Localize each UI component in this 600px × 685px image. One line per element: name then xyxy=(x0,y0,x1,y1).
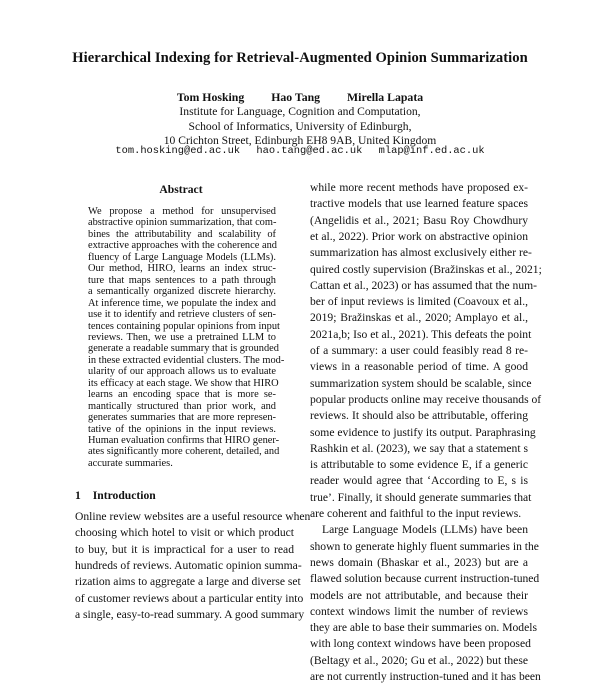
email-address: tom.hosking@ed.ac.uk xyxy=(115,145,241,157)
text-line: Online review websites are a useful resource when xyxy=(75,510,311,523)
text-line: ber of input reviews is limited (Coavoux et al., xyxy=(310,295,528,309)
email-address: hao.tang@ed.ac.uk xyxy=(256,145,363,157)
text-line: fluency of Large Language Models (LLMs). xyxy=(88,251,276,263)
email-address: mlap@inf.ed.ac.uk xyxy=(378,145,485,157)
text-line: Cattan et al., 2023) or has assumed that the num- xyxy=(310,278,537,292)
text-line: reviews. It should also be attributable, offering xyxy=(310,409,528,423)
paper-title: Hierarchical Indexing for Retrieval-Augmented Opinion Summarization xyxy=(72,50,528,66)
text-line: are coherent and faithful to the input reviews. xyxy=(310,507,522,520)
text-line: a single, easy-to-read summary. A good summary xyxy=(75,607,305,621)
text-line: quired costly supervision (Bražinskas et al., 2021; xyxy=(310,262,542,276)
text-line: reviews. Then, we use a pretrained LLM to xyxy=(88,331,276,343)
text-line: a semantically organized discrete hierarchy. xyxy=(88,286,276,298)
text-line: context windows limit the number of reviews xyxy=(310,604,528,618)
author-name: Hao Tang xyxy=(271,90,321,104)
text-line: its efficacy at each stage. We show that HIRO xyxy=(88,377,279,389)
text-line: reader would agree that ‘According to E, s is xyxy=(310,474,528,488)
text-line: et al., 2022). Prior work on abstractive opinion xyxy=(310,229,528,243)
text-line: (Beltagy et al., 2020; Gu et al., 2022) but these xyxy=(310,653,528,667)
text-line: some evidence to justify its output. Paraphrasing xyxy=(310,425,536,439)
text-line: ularity of our approach allows us to evaluate xyxy=(88,366,276,378)
abstract-heading: Abstract xyxy=(159,183,203,196)
text-line: models are not attributable, and because their xyxy=(310,588,528,602)
text-line: extractive approaches with the coherence and xyxy=(88,240,277,252)
text-line: choosing which hotel to visit or which product xyxy=(75,526,294,540)
text-line: views in a reasonable period of time. A good xyxy=(310,360,528,374)
affiliation-line: Institute for Language, Cognition and Computation, xyxy=(179,105,421,118)
text-line: 2021a,b; Iso et al., 2021). This defeats the point xyxy=(310,327,532,341)
section-number: 1 xyxy=(75,489,81,502)
text-line: with long context windows have been proposed xyxy=(310,637,531,651)
text-line: use it to identify and retrieve clusters of sen- xyxy=(88,309,276,321)
text-line: hundreds of reviews. Automatic opinion summa- xyxy=(75,558,302,572)
text-line: Rashkin et al. (2023), we say that a statement s xyxy=(310,441,528,455)
text-line: while more recent methods have proposed ex- xyxy=(310,181,528,194)
text-line: mantically structured than prior work, and xyxy=(88,400,276,412)
section-title: Introduction xyxy=(92,489,156,502)
section-heading xyxy=(75,489,156,502)
text-line: rization aims to aggregate a large and diverse set xyxy=(75,575,301,589)
text-line: We propose a method for unsupervised xyxy=(88,206,276,217)
author-list xyxy=(0,90,600,105)
text-line: bines the attributability and scalability of xyxy=(88,228,276,240)
text-line: Human evaluation confirms that HIRO gener- xyxy=(88,435,280,446)
text-line: they are able to base their summaries on. Models xyxy=(310,621,537,635)
text-line: shown to generate highly fluent summaries in the xyxy=(310,539,539,553)
text-line: of a summary: a user could feasibly read 8 re- xyxy=(310,344,528,357)
text-line: of customer reviews about a particular entity into xyxy=(75,591,304,605)
text-line: ates significantly more coherent, detailed, and xyxy=(88,446,280,458)
text-line: summarization system should be scalable, since xyxy=(310,376,532,390)
text-line: (Angelidis et al., 2021; Basu Roy Chowdhury xyxy=(310,213,528,227)
text-line: ture that maps sentences to a path through xyxy=(88,274,276,286)
text-line: generates summaries that are more represen- xyxy=(88,412,276,424)
text-line: news domain (Bhaskar et al., 2023) but are a xyxy=(310,555,528,569)
affiliation-line: 10 Crichton Street, Edinburgh EH8 9AB, United Kingdom xyxy=(163,134,437,147)
text-line: learns an encoding space that is more se- xyxy=(88,389,276,401)
text-line: is attributable to some evidence E, if a generic xyxy=(310,458,528,472)
text-line: 2019; Bražinskas et al., 2020; Amplayo et al., xyxy=(310,311,528,325)
text-line: Our method, HIRO, learns an index struc- xyxy=(88,263,276,275)
author-name: Tom Hosking xyxy=(176,90,245,104)
email-list xyxy=(0,145,600,157)
text-line: in these extracted evidential clusters. The mod- xyxy=(88,354,285,366)
text-line: At inference time, we populate the index and xyxy=(88,297,276,309)
text-line: Large Language Models (LLMs) have been xyxy=(322,523,528,537)
text-line: to buy, but it is impractical for a user to read xyxy=(75,542,294,556)
text-line: accurate summaries. xyxy=(88,457,173,469)
text-line: tences containing popular opinions from input xyxy=(88,320,280,332)
affiliation-line: School of Informatics, University of Edinburgh, xyxy=(188,120,412,133)
text-line: generate a readable summary that is grounded xyxy=(88,343,279,355)
text-line: true’. Finally, it should generate summaries that xyxy=(310,490,532,504)
text-line: popular products online may receive thousands of xyxy=(310,392,542,406)
text-line: abstractive opinion summarization, that com- xyxy=(88,217,277,229)
text-line: tractive models that use learned feature spaces xyxy=(310,197,528,211)
text-line: are not currently instruction-tuned and it has been xyxy=(310,670,541,683)
text-line: summarization has almost exclusively either re- xyxy=(310,246,532,260)
text-line: tative of the opinions in the input reviews. xyxy=(88,423,276,435)
author-name: Mirella Lapata xyxy=(347,90,424,104)
text-line: flawed solution because current instruction-tuned xyxy=(310,572,540,586)
